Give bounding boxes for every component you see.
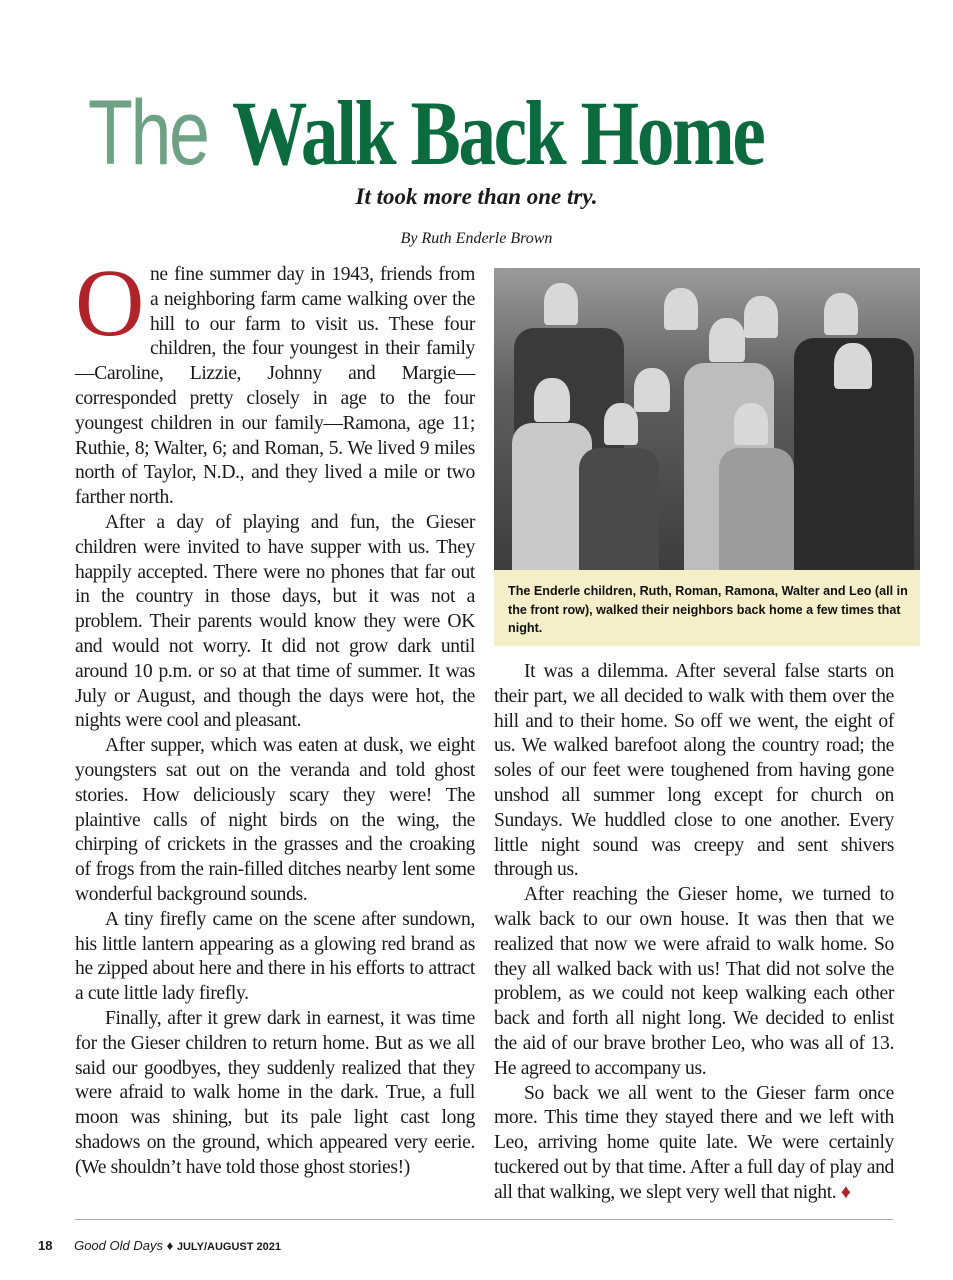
issue-date: JULY/AUGUST 2021 <box>176 1241 281 1253</box>
article-subtitle: It took more than one try. <box>355 184 598 209</box>
paragraph: So back we all went to the Gieser farm once more. This time they stayed there and we left with Leo, arriving home quite late. We were certainly tuckered out by that time. After a full day of play and all that walking, we slept very well that night. ♦ <box>494 1082 894 1203</box>
byline: By Ruth Enderle Brown <box>400 230 553 247</box>
photo-caption: The Enderle children, Ruth, Roman, Ramona, Walter and Leo (all in the front row), walked their neighbors back home a few times that night. <box>494 570 920 646</box>
title-bold: Walk Back Home <box>232 82 764 184</box>
footer-divider <box>75 1219 893 1220</box>
paragraph: After a day of playing and fun, the Gieser children were invited to have supper with us. They happily accepted. There were no phones that far out in the country in those days, but it was not a problem. Their parents would know they were OK and would not worry. It did not grow dark until around 10 p.m. or so at that time of summer. It was July or August, and though the days were hot, the nights were cool and pleasant. <box>75 511 475 732</box>
paragraph: Finally, after it grew dark in earnest, it was time for the Gieser children to return home. But as we all said our goodbyes, they suddenly realized that they were afraid to walk home in the dark. True, a full moon was shining, but its pale light cast long shadows on the ground, which appeared very eerie. (We shouldn’t have told those ghost stories!) <box>75 1007 475 1178</box>
article-title <box>0 78 953 188</box>
paragraph: One fine summer day in 1943, friends from a neighboring farm came walking over the hill to our farm to visit us. These four children, the four youngest in their family—Caroline, Lizzie, Johnny and Margie—corresponded pretty closely in age to the four youngest children in our family—Ramona, age 11; Ruthie, 8; Walter, 6; and Roman, 5. We lived 9 miles north of Taylor, N.D., and they lived a mile or two farther north. <box>75 249 475 509</box>
page-number: 18 <box>38 1238 53 1253</box>
paragraph: A tiny firefly came on the scene after sundown, his little lantern appearing as a glowing red brand as he zipped about here and there in his efforts to attract a cute little lady firefly. <box>75 908 475 1005</box>
paragraph: It was a dilemma. After several false starts on their part, we all decided to walk with them over the hill and to their home. So off we went, the eight of us. We walked barefoot along the country road; the soles of our feet were toughened from having gone unshod all summer long except for church on Sundays. We huddled close to one another. Every little night sound was creepy and sent shivers through us. <box>494 661 894 881</box>
paragraph: After reaching the Gieser home, we turned to walk back to our own house. It was then that we realized that now we were afraid to walk home. So they all walked back with us! That did not solve the problem, as we could not keep walking each other back and forth all night long. We decided to enlist the aid of our brave brother Leo, who was all of 13. He agreed to accompany us. <box>494 884 894 1079</box>
page-footer <box>38 1238 281 1253</box>
left-column <box>75 249 475 1180</box>
right-column <box>494 660 894 1206</box>
title-light: The <box>87 82 208 184</box>
drop-cap: O <box>75 249 144 356</box>
end-mark-icon: ♦ <box>840 1181 851 1203</box>
family-photo <box>494 268 920 570</box>
paragraph: After supper, which was eaten at dusk, we eight youngsters sat out on the veranda and told ghost stories. How deliciously scary they were! The plaintive calls of night birds on the wing, the chirping of crickets in the grasses and the croaking of frogs from the rain-filled ditches nearby lent some wonderful background sounds. <box>75 735 475 905</box>
magazine-name: Good Old Days <box>74 1238 163 1253</box>
separator-icon: ♦ <box>166 1238 174 1253</box>
